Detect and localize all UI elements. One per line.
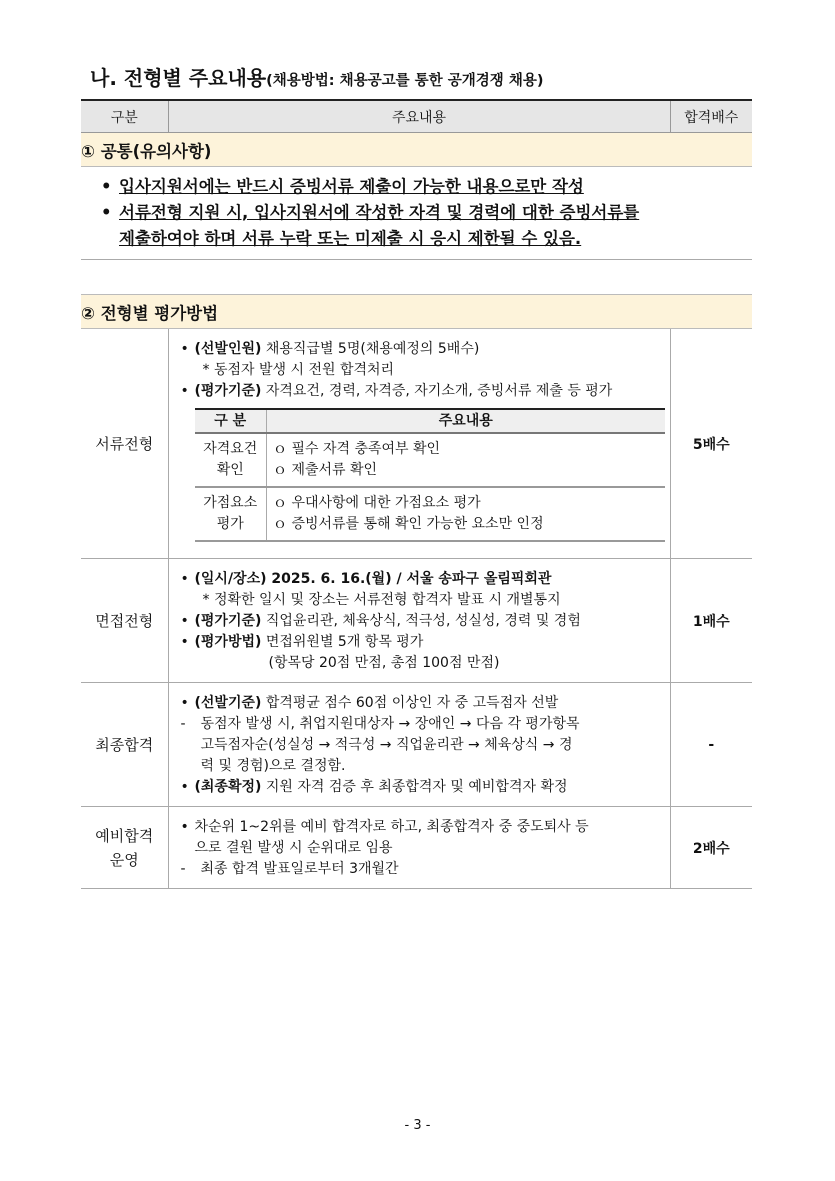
content-line: • (선발기준) 합격평균 점수 60점 이상인 자 중 고득점자 선발 bbox=[180, 695, 559, 711]
content-line: • (평가기준) 직업윤리관, 체육상식, 적극성, 성실성, 경력 및 경험 bbox=[180, 613, 581, 629]
subtable-header: 구 분 주요내용 bbox=[195, 409, 665, 433]
eval-section-title: ② 전형별 평가방법 bbox=[81, 295, 752, 329]
selection-table bbox=[81, 99, 752, 889]
common-notes bbox=[81, 167, 752, 260]
table-header-row bbox=[81, 100, 752, 133]
list-item: 제출하여야 하며 서류 누락 또는 미제출 시 응시 제한될 수 있음. bbox=[119, 229, 582, 248]
subtable-row: 가점요소 평가 ｏ 우대사항에 대한 가점요소 평가 ｏ 증빙서류를 통해 확인 가능한 요소만 인정 bbox=[195, 487, 665, 541]
content-line: • 차순위 1~2위를 예비 합격자로 하고, 최종합격자 중 중도퇴사 등 bbox=[180, 819, 589, 835]
row-multiple: 1배수 bbox=[670, 559, 752, 683]
row-label: 예비합격 운영 bbox=[81, 807, 168, 889]
content-line: 으로 결원 발생 시 순위대로 임용 bbox=[194, 840, 393, 856]
list-item: • 서류전형 지원 시, 입사지원서에 작성한 자격 및 경력에 대한 증빙서류를 bbox=[101, 203, 640, 222]
table-row bbox=[81, 329, 752, 559]
row-content bbox=[168, 329, 670, 559]
content-line: • (선발인원) 채용직급별 5명(채용예정의 5배수) bbox=[180, 341, 480, 357]
subtable-row: 자격요건 확인 ｏ 필수 자격 충족여부 확인 ｏ 제출서류 확인 bbox=[195, 433, 665, 487]
content-line: - 최종 합격 발표일로부터 3개월간 bbox=[180, 861, 399, 877]
row-label: 서류전형 bbox=[81, 329, 168, 559]
row-multiple: 2배수 bbox=[670, 807, 752, 889]
content-line: (항목당 20점 만점, 총점 100점 만점) bbox=[268, 655, 500, 671]
table-row bbox=[81, 559, 752, 683]
table-row bbox=[81, 807, 752, 889]
header-content: 주요내용 bbox=[168, 100, 670, 133]
header-multiple: 합격배수 bbox=[670, 100, 752, 133]
content-line: • (최종확정) 지원 자격 검증 후 최종합격자 및 예비합격자 확정 bbox=[180, 779, 568, 795]
row-content bbox=[168, 807, 670, 889]
eval-section-title-row bbox=[81, 295, 752, 329]
common-notes-row bbox=[81, 167, 752, 260]
row-content bbox=[168, 683, 670, 807]
content-line: • (평가기준) 자격요건, 경력, 자격증, 자기소개, 증빙서류 제출 등 평가 bbox=[180, 383, 613, 399]
row-multiple: - bbox=[670, 683, 752, 807]
content-line: * 정확한 일시 및 장소는 서류전형 합격자 발표 시 개별통지 bbox=[202, 592, 561, 608]
section-heading-sub: (채용방법: 채용공고를 통한 공개경쟁 채용) bbox=[266, 73, 544, 89]
row-content bbox=[168, 559, 670, 683]
content-line: 력 및 경험)으로 결정함. bbox=[200, 758, 346, 774]
common-section-title: ① 공통(유의사항) bbox=[81, 133, 752, 167]
content-line: * 동점자 발생 시 전원 합격처리 bbox=[202, 362, 395, 378]
list-item: • 입사지원서에는 반드시 증빙서류 제출이 가능한 내용으로만 작성 bbox=[101, 177, 584, 196]
row-label: 최종합격 bbox=[81, 683, 168, 807]
criteria-subtable bbox=[195, 408, 665, 542]
content-line: • (평가방법) 면접위원별 5개 항목 평가 bbox=[180, 634, 424, 650]
table-row bbox=[81, 683, 752, 807]
content-line: • (일시/장소) 2025. 6. 16.(월) / 서울 송파구 올림픽회관 bbox=[180, 571, 552, 587]
common-section-title-row bbox=[81, 133, 752, 167]
content-line: 고득점자순(성실성 → 적극성 → 직업윤리관 → 체육상식 → 경 bbox=[200, 737, 573, 753]
page-number: - 3 - bbox=[404, 1118, 431, 1133]
header-category: 구분 bbox=[81, 100, 168, 133]
content-line: - 동점자 발생 시, 취업지원대상자 → 장애인 → 다음 각 평가항목 bbox=[180, 716, 580, 732]
section-heading-main: 나. 전형별 주요내용 bbox=[90, 66, 267, 90]
section-heading bbox=[90, 62, 543, 91]
row-label: 면접전형 bbox=[81, 559, 168, 683]
row-multiple: 5배수 bbox=[670, 329, 752, 559]
